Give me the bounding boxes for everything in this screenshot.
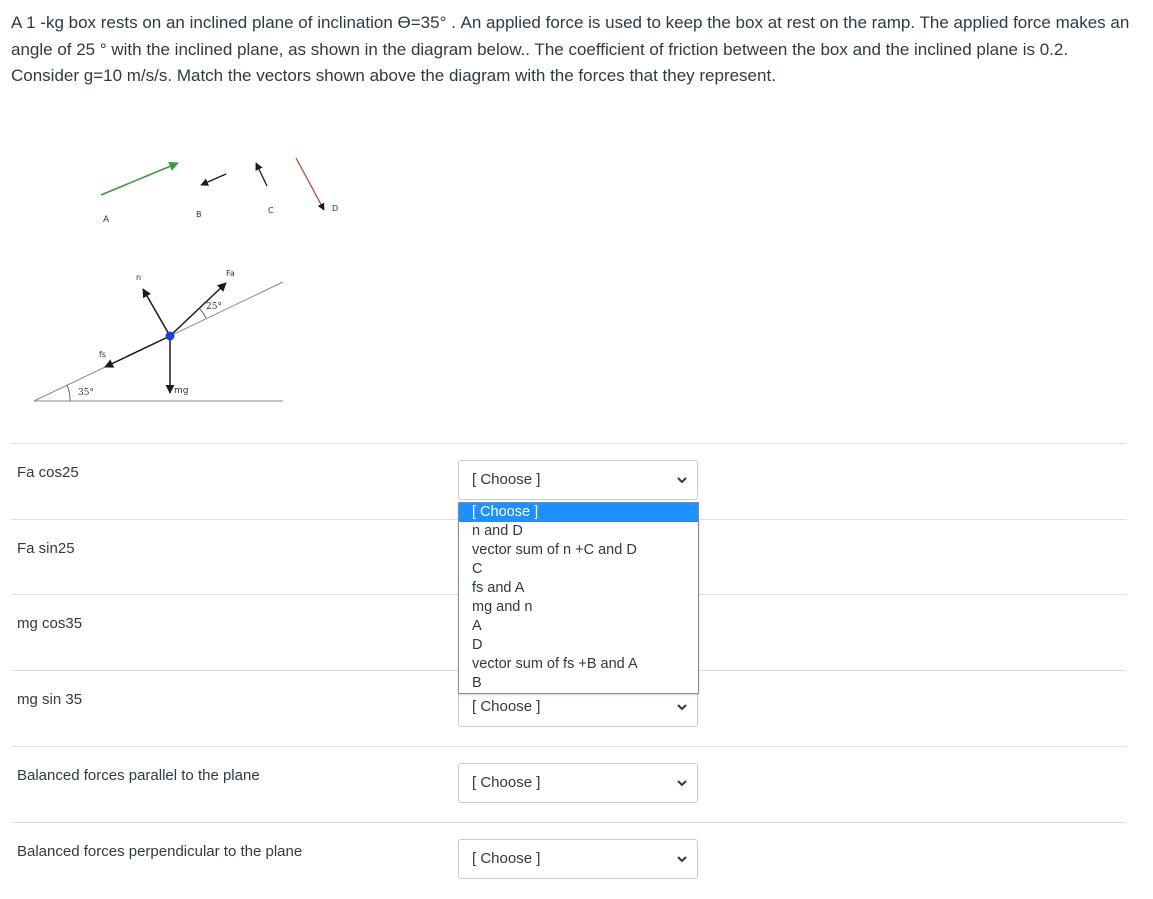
row-label: Fa sin25 [17,540,75,557]
normal-force-arrow [143,289,170,336]
incline-angle-arc [67,385,70,401]
box-point [166,332,175,341]
friction-force-arrow [105,336,170,367]
vector-d-label: D [332,204,339,213]
row-label: mg cos35 [17,615,83,632]
select-value: [ Choose ] [472,774,541,791]
applied-force-label: Fa [226,269,235,278]
select-value: [ Choose ] [472,850,541,867]
row-label: Balanced forces parallel to the plane [17,767,260,784]
friction-force-label: fs [99,350,106,359]
vector-d-arrow [296,158,324,210]
answer-select[interactable] [458,763,698,803]
match-row [11,822,1126,899]
vector-b-arrow [201,174,226,185]
question-text: A 1 -kg box rests on an inclined plane of inclination ϴ=35° . An applied force is used to keep the box at rest on the ramp. The applied force makes an angle of 25 ° with the inclined plane, as shown in the diagram below.. The coefficient of friction between the box and the inclined plane is 0.2. Consider g=10 m/s/s. Match the vectors shown above the diagram with the forces that they represent. [11,13,1130,85]
match-row [11,746,1126,823]
force-diagram [0,140,360,430]
chevron-down-icon [675,852,689,866]
dropdown-option[interactable]: fs and A [472,580,525,596]
chevron-down-icon [675,700,689,714]
row-label: Balanced forces perpendicular to the plane [17,843,303,860]
dropdown-option[interactable]: D [472,637,483,653]
answer-select[interactable] [458,460,698,500]
dropdown-option[interactable]: vector sum of n +C and D [472,542,637,558]
weight-label: mg [174,386,189,396]
answer-dropdown-list [458,502,699,694]
normal-force-label: n [136,273,142,282]
dropdown-option[interactable]: n and D [472,523,523,539]
dropdown-option[interactable]: A [472,618,482,634]
vector-a-arrow [101,163,178,195]
incline-angle-label: 35° [78,388,94,398]
dropdown-option[interactable]: B [472,675,482,691]
row-label: Fa cos25 [17,464,79,481]
answer-select[interactable] [458,839,698,879]
vector-b-label: B [196,210,202,219]
dropdown-option[interactable]: mg and n [472,599,533,615]
applied-angle-label: 25° [206,302,222,312]
dropdown-option[interactable]: vector sum of fs +B and A [472,656,638,672]
row-label: mg sin 35 [17,691,83,708]
chevron-down-icon [675,776,689,790]
chevron-down-icon [675,473,689,487]
vector-a-label: A [103,215,110,225]
dropdown-option[interactable]: [ Choose ] [459,503,698,522]
vector-c-arrow [256,163,267,186]
select-value: [ Choose ] [472,698,541,715]
select-value: [ Choose ] [472,471,541,488]
dropdown-option[interactable]: C [472,561,483,577]
vector-c-label: C [268,206,274,215]
